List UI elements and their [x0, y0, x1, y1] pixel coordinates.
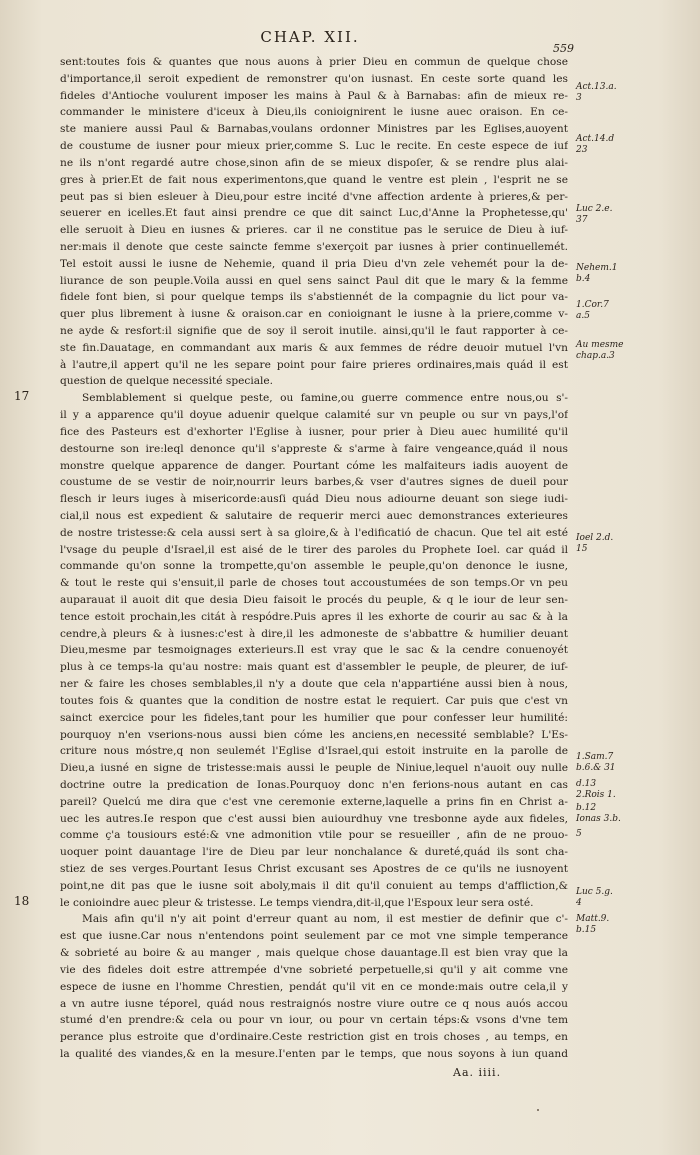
text-line: ne ayde & resfort:il signifie que de soy il seroit inutile. ainsi,qu'il le faut rapporter à ce- — [60, 325, 568, 337]
signature-mark: Aa. iiii. — [453, 1066, 502, 1079]
text-line: vie des fideles doit estre attrempée d'vne sobrieté perpetuelle,si qu'il y ait comme vne — [60, 963, 568, 976]
text-line: seuerer en icelles.Et faut ainsi prendre ce que dit sainct Luc,d'Anne la Prophetesse,qu' — [60, 207, 568, 220]
margin-note-ref: Au mesme — [576, 340, 624, 350]
text-line: plus à ce temps-la qu'au nostre: mais quant est d'assembler le peuple, de pleurer, de iuf- — [60, 661, 568, 674]
margin-note-ref-detail: 4 — [576, 898, 582, 908]
text-line: commande qu'on sonne la trompette,qu'on assemble le peuple,qu'on denonce le iusne, — [60, 560, 568, 573]
text-line: coustume de se vestir de noir,nourrir leurs barbes,& vser d'autres signes de dueil pour — [60, 476, 568, 489]
margin-note-ref: Act.13.a. — [576, 82, 617, 92]
text-line: gres à prier.Et de fait nous experimentons,que quand le ventre est plein , l'esprit ne se — [60, 173, 568, 186]
text-line: stiez de ses verges.Pourtant Iesus Christ excusant ses Apostres de ce qu'ils ne iusnoyent — [60, 863, 568, 875]
margin-note-ref-detail: a.5 — [576, 311, 590, 321]
text-line: liurance de son peuple.Voila aussi en quel sens sainct Paul dit que le mary & la femme — [60, 274, 568, 287]
text-line: a vn autre iusne téporel, quád nous restraignós nostre viure outre ce q nous auós accou — [60, 997, 568, 1010]
margin-note-ref: Luc 5.g. — [576, 887, 613, 897]
text-line: tence estoit prochain,les citát à respódre.Puis apres il les exhorte de courir au sac & à la — [60, 610, 568, 623]
text-line: à l'autre,il appert qu'il ne les separe point pour faire prieres ordinaires,mais quád il est — [60, 358, 568, 371]
margin-note — [576, 134, 686, 156]
text-line: il y a apparence qu'il doyue aduenir quelque calamité sur vn peuple ou sur vn pays,l'of — [60, 409, 568, 422]
text-line: & tout le reste qui s'ensuit,il parle de choses tout accoustumées de son temps.Or vn peu — [60, 577, 568, 590]
margin-note-ref-detail: 37 — [576, 215, 588, 225]
text-line: ste fin.Dauatage, en commandant aux maris & aux femmes de rédre deuoir mutuel l'vn — [60, 341, 568, 354]
text-line: de coustume de iusner pour mieux prier,comme S. Luc le recite. En ceste espece de iuf — [60, 140, 568, 153]
text-line: ner & faire les choses semblables,il n'y a doute que cela n'appartiéne aussi bien à nous, — [60, 678, 568, 691]
text-line: Semblablement si quelque peste, ou famine,ou guerre commence entre nous,ou s'- — [82, 392, 568, 405]
margin-note — [576, 779, 686, 801]
text-line: destourne son ire:leql denonce qu'il s'appreste & s'arme à faire vengeance,quád il nous — [60, 442, 568, 455]
running-head: CHAP. XII. — [260, 28, 360, 46]
text-line: doctrine outre la predication de Ionas.Pourquoy donc n'en ferions-nous autant en cas — [60, 778, 568, 791]
text-line: l'vsage du peuple d'Israel,il est aisé de le tirer des paroles du Prophete Ioel. car quád il — [60, 543, 568, 556]
text-line: quer plus librement à iusne & oraison.car en conioignant le iusne à la priere,comme v- — [60, 308, 568, 321]
paragraph-number-17: 17 — [14, 389, 30, 403]
text-line: cial,il nous est expedient & salutaire de requerir merci auec demonstrances exterieures — [60, 509, 568, 522]
text-line: Mais afin qu'il n'y ait point d'erreur quant au nom, il est mestier de definir que c'- — [82, 913, 568, 926]
text-line: Tel estoit aussi le iusne de Nehemie, quand il pria Dieu d'vn zele vehemét pour la de- — [60, 257, 568, 270]
text-line: sent:toutes fois & quantes que nous auons à prier Dieu en commun de quelque chose — [60, 56, 568, 68]
text-line: Dieu,mesme par tesmoignages exterieurs.Il est vray que le sac & la cendre conuenoyét — [60, 644, 568, 657]
margin-note — [576, 340, 686, 362]
margin-note — [576, 204, 686, 226]
margin-note-ref: Luc 2.e. — [576, 204, 613, 214]
margin-note-ref-detail: b.15 — [576, 925, 597, 935]
margin-note — [576, 300, 686, 322]
margin-note — [576, 829, 686, 840]
margin-note — [576, 263, 686, 285]
margin-note-ref: 1.Sam.7 — [576, 752, 614, 762]
text-line: ste maniere aussi Paul & Barnabas,voulans ordonner Ministres par les Eglises,auoyent — [60, 123, 568, 136]
text-line: peut pas si bien esleuer à Dieu,pour estre incité d'vne affection ardente à prieres,& per- — [60, 190, 568, 203]
margin-note-ref-detail: 23 — [576, 145, 588, 155]
margin-note-ref: 5 — [576, 829, 582, 839]
margin-note — [576, 887, 686, 909]
text-line: auparauat il auoit dit que desia Dieu faisoit le procés du peuple, & q le iour de leur sen- — [60, 594, 568, 606]
margin-note — [576, 82, 686, 104]
text-line: fice des Pasteurs est d'exhorter l'Eglise à iusner, pour prier à Dieu auec humilité qu'il — [60, 425, 568, 438]
margin-note-ref-detail: 3 — [576, 93, 582, 103]
text-line: pourquoy n'en vserions-nous aussi bien cóme les anciens,en necessité semblable? L'Es- — [60, 728, 568, 741]
text-line: d'importance,il seroit expedient de remonstrer qu'on iusnast. En ceste sorte quand les — [60, 72, 568, 85]
page-number: 559 — [553, 42, 574, 55]
margin-note-ref: Nehem.1 — [576, 263, 618, 273]
text-line: stumé d'en prendre:& cela ou pour vn iour, ou pour vn certain téps:& vsons d'vne tem — [60, 1014, 568, 1027]
margin-note-ref: Ioel 2.d. — [576, 533, 614, 543]
text-line: comme ç'a tousiours esté:& vne admonition vtile pour se resueiller , afin de ne prouo- — [60, 829, 568, 842]
text-line: fideles d'Antioche voulurent imposer les mains à Paul & à Barnabas: afin de mieux re- — [60, 89, 568, 102]
text-line: criture nous móstre,q non seulemét l'Eglise d'Israel,qui estoit instruite en la parolle de — [60, 745, 568, 758]
text-line: pareil? Quelcú me dira que c'est vne ceremonie externe,laquelle a prins fin en Christ a- — [60, 795, 568, 808]
margin-note — [576, 803, 686, 825]
margin-note-ref: Act.14.d — [576, 134, 615, 144]
text-line: est que iusne.Car nous n'entendons point seulement par ce mot vne simple temperance — [60, 930, 568, 943]
margin-note-ref: 1.Cor.7 — [576, 300, 609, 310]
margin-note — [576, 533, 686, 555]
text-line: flesch ir leurs iuges à misericorde:ausſi quád Dieu nous adiourne deuant son siege iudi- — [60, 493, 568, 506]
text-line: uec les autres.Ie respon que c'est aussi bien auiourdhuy vne tresbonne ayde aux fideles, — [60, 812, 568, 825]
text-line: question de quelque necessité speciale. — [60, 375, 274, 388]
text-line: & sobrieté au boire & au manger , mais quelque chose dauantage.Il est bien vray que la — [60, 947, 568, 960]
text-line: sainct exercice pour les fideles,tant pour les humilier que pour confesser leur humilité: — [60, 711, 568, 724]
margin-note — [576, 752, 686, 774]
margin-note-ref-detail: 15 — [576, 544, 588, 554]
text-line: cendre,à pleurs & à iusnes:c'est à dire,il les admoneste de s'abbattre & humilier deuant — [60, 627, 568, 640]
ink-speck — [537, 1109, 539, 1111]
margin-note-ref: d.13 — [576, 779, 597, 789]
text-line: ne ils n'ont regardé autre chose,sinon afin de se mieux dispoſer, & se rendre plus alai- — [60, 156, 568, 169]
margin-note-ref-detail: Ionas 3.b. — [576, 814, 621, 824]
text-line: ner:mais il denote que ceste saincte femme s'exerçoit par iusnes à prier continuellemét. — [60, 240, 568, 253]
text-line: commander le ministere d'iceux à Dieu,ils conioignirent le iusne auec oraison. En ce- — [60, 106, 568, 119]
text-line: monstre quelque apparence de danger. Pourtant cóme les malfaiteurs iadis auoyent de — [60, 459, 568, 472]
margin-note-ref-detail: b.4 — [576, 274, 591, 284]
text-line: la qualité des viandes,& en la mesure.I'enten par le temps, que nous soyons à iun quand — [60, 1047, 568, 1060]
margin-note — [576, 914, 686, 936]
margin-note-ref-detail: chap.a.3 — [576, 351, 615, 361]
text-line: uoquer point dauantage l'ire de Dieu par leur nonchalance & dureté,quád ils sont cha- — [60, 846, 568, 859]
text-line: point,ne dit pas que le iusne soit aboly,mais il dit qu'il conuient au temps d'affliction,& — [60, 879, 568, 892]
margin-note-ref-detail: 2.Rois 1. — [576, 790, 616, 800]
text-line: perance plus estroite que d'ordinaire.Ceste restriction gist en trois choses , au temps, en — [60, 1031, 568, 1044]
text-line: toutes fois & quantes que la condition de nostre estat le requiert. Car puis que c'est vn — [60, 694, 568, 707]
text-line: fidele font bien, si pour quelque temps ils s'abstiennét de la compagnie du lict pour va- — [60, 291, 568, 304]
margin-note-ref-detail: b.6.& 31 — [576, 763, 616, 773]
margin-note-ref: Matt.9. — [576, 914, 610, 924]
body-text — [60, 54, 568, 1063]
text-line: elle seruoit à Dieu en iusnes & prieres. car il ne constitue pas le seruice de Dieu à iuf- — [60, 224, 568, 237]
paragraph-number-18: 18 — [14, 894, 30, 908]
text-line: le conioindre auec pleur & tristesse. Le temps viendra,dit-il,que l'Espoux leur sera osté. — [60, 896, 534, 909]
margin-note-ref: b.12 — [576, 803, 597, 813]
text-line: espece de iusne en l'homme Chrestien, pendát qu'il vit en ce monde:mais outre cela,il y — [60, 980, 568, 993]
text-line: de nostre tristesse:& cela aussi sert à sa gloire,& à l'edificatió de chacun. Que tel ait esté — [60, 526, 568, 539]
text-line: Dieu,a iusné en signe de tristesse:mais aussi le peuple de Niniue,lequel n'auoit ouy nulle — [60, 762, 568, 775]
